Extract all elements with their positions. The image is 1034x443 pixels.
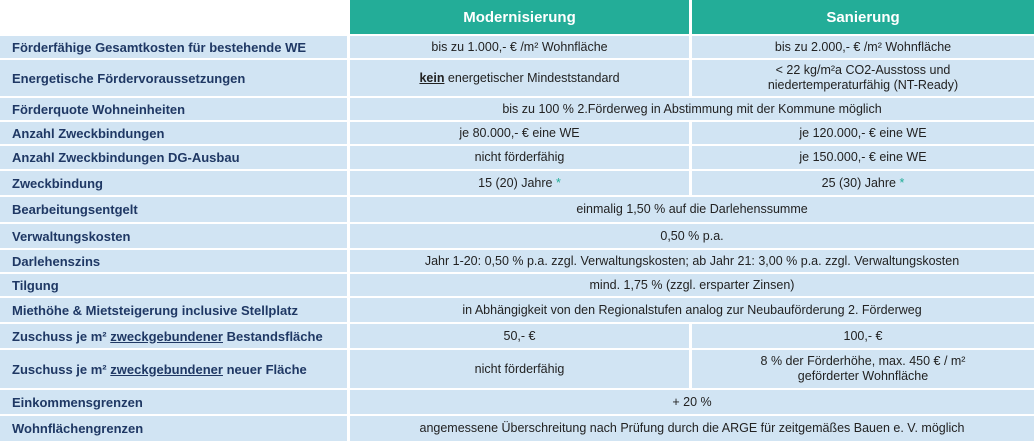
- value-line-1: 8 % der Förderhöhe, max. 450 € / m²: [760, 354, 966, 368]
- row-label: Zweckbindung: [0, 171, 347, 195]
- sanierung-value: je 120.000,- € eine WE: [692, 122, 1034, 144]
- modernisierung-value: bis zu 1.000,- € /m² Wohnfläche: [350, 36, 689, 58]
- combined-value: angemessene Überschreitung nach Prüfung durch die ARGE für zeitgemäßes Bauen e. V. möglich: [350, 416, 1034, 441]
- value-text: energetischer Mindeststandard: [444, 70, 620, 85]
- row-label: Einkommensgrenzen: [0, 390, 347, 414]
- combined-value: bis zu 100 % 2.Förderweg in Abstimmung mit der Kommune möglich: [350, 98, 1034, 120]
- table-row: [0, 98, 1034, 120]
- sanierung-value: [692, 171, 1034, 195]
- label-underlined: zweckgebundener: [110, 328, 223, 344]
- table-row: [0, 390, 1034, 414]
- value-line-2: niedertemperaturfähig (NT-Ready): [767, 78, 959, 92]
- sanierung-value: bis zu 2.000,- € /m² Wohnfläche: [692, 36, 1034, 58]
- header-modernisierung: Modernisierung: [350, 0, 689, 34]
- table-row: [0, 36, 1034, 58]
- value-text: 15 (20) Jahre: [478, 175, 556, 190]
- emphasis-kein: kein: [419, 70, 445, 85]
- table-row: [0, 416, 1034, 441]
- modernisierung-value: nicht förderfähig: [350, 350, 689, 388]
- modernisierung-value: je 80.000,- € eine WE: [350, 122, 689, 144]
- value-line-1: < 22 kg/m²a CO2-Ausstoss und: [775, 63, 951, 77]
- combined-value: in Abhängigkeit von den Regionalstufen analog zur Neubauförderung 2. Förderweg: [350, 298, 1034, 322]
- label-text: Zuschuss je m²: [12, 361, 107, 377]
- sanierung-value: [692, 350, 1034, 388]
- footnote-star: *: [555, 175, 561, 190]
- footnote-star: *: [899, 175, 905, 190]
- table-row: [0, 146, 1034, 169]
- sanierung-value: [692, 60, 1034, 96]
- row-label: Darlehenszins: [0, 250, 347, 272]
- row-label: Miethöhe & Mietsteigerung inclusive Stellplatz: [0, 298, 347, 322]
- combined-value: 0,50 % p.a.: [350, 224, 1034, 248]
- table-row: [0, 250, 1034, 272]
- table-row: [0, 324, 1034, 348]
- combined-value: Jahr 1-20: 0,50 % p.a. zzgl. Verwaltungskosten; ab Jahr 21: 3,00 % p.a. zzgl. Verwaltungskosten: [350, 250, 1034, 272]
- modernisierung-value: 50,- €: [350, 324, 689, 348]
- row-label: Energetische Fördervoraussetzungen: [0, 60, 347, 96]
- row-label: Förderfähige Gesamtkosten für bestehende WE: [0, 36, 347, 58]
- modernisierung-value: nicht förderfähig: [350, 146, 689, 169]
- sanierung-value: 100,- €: [692, 324, 1034, 348]
- table-row: [0, 171, 1034, 195]
- combined-value: mind. 1,75 % (zzgl. ersparter Zinsen): [350, 274, 1034, 296]
- row-label: Bearbeitungsentgelt: [0, 197, 347, 222]
- row-label: Wohnflächengrenzen: [0, 416, 347, 441]
- label-text: neuer Fläche: [226, 361, 307, 377]
- table-row: [0, 350, 1034, 388]
- combined-value: einmalig 1,50 % auf die Darlehenssumme: [350, 197, 1034, 222]
- table-row: [0, 274, 1034, 296]
- value-text: 25 (30) Jahre: [821, 175, 900, 190]
- sanierung-value: je 150.000,- € eine WE: [692, 146, 1034, 169]
- row-label: Verwaltungskosten: [0, 224, 347, 248]
- table-row: [0, 298, 1034, 322]
- table-row: [0, 60, 1034, 96]
- table-row: [0, 197, 1034, 222]
- label-text: Bestandsfläche: [226, 328, 323, 344]
- value-line-2: geförderter Wohnfläche: [797, 369, 929, 383]
- combined-value: + 20 %: [350, 390, 1034, 414]
- modernisierung-value: [350, 171, 689, 195]
- row-label: [0, 324, 347, 348]
- row-label: [0, 350, 347, 388]
- header-sanierung: Sanierung: [692, 0, 1034, 34]
- label-underlined: zweckgebundener: [110, 361, 223, 377]
- row-label: Förderquote Wohneinheiten: [0, 98, 347, 120]
- row-label: Anzahl Zweckbindungen: [0, 122, 347, 144]
- table-row: [0, 224, 1034, 248]
- table-row: [0, 122, 1034, 144]
- row-label: Tilgung: [0, 274, 347, 296]
- modernisierung-value: [350, 60, 689, 96]
- label-text: Zuschuss je m²: [12, 328, 107, 344]
- row-label: Anzahl Zweckbindungen DG-Ausbau: [0, 146, 347, 169]
